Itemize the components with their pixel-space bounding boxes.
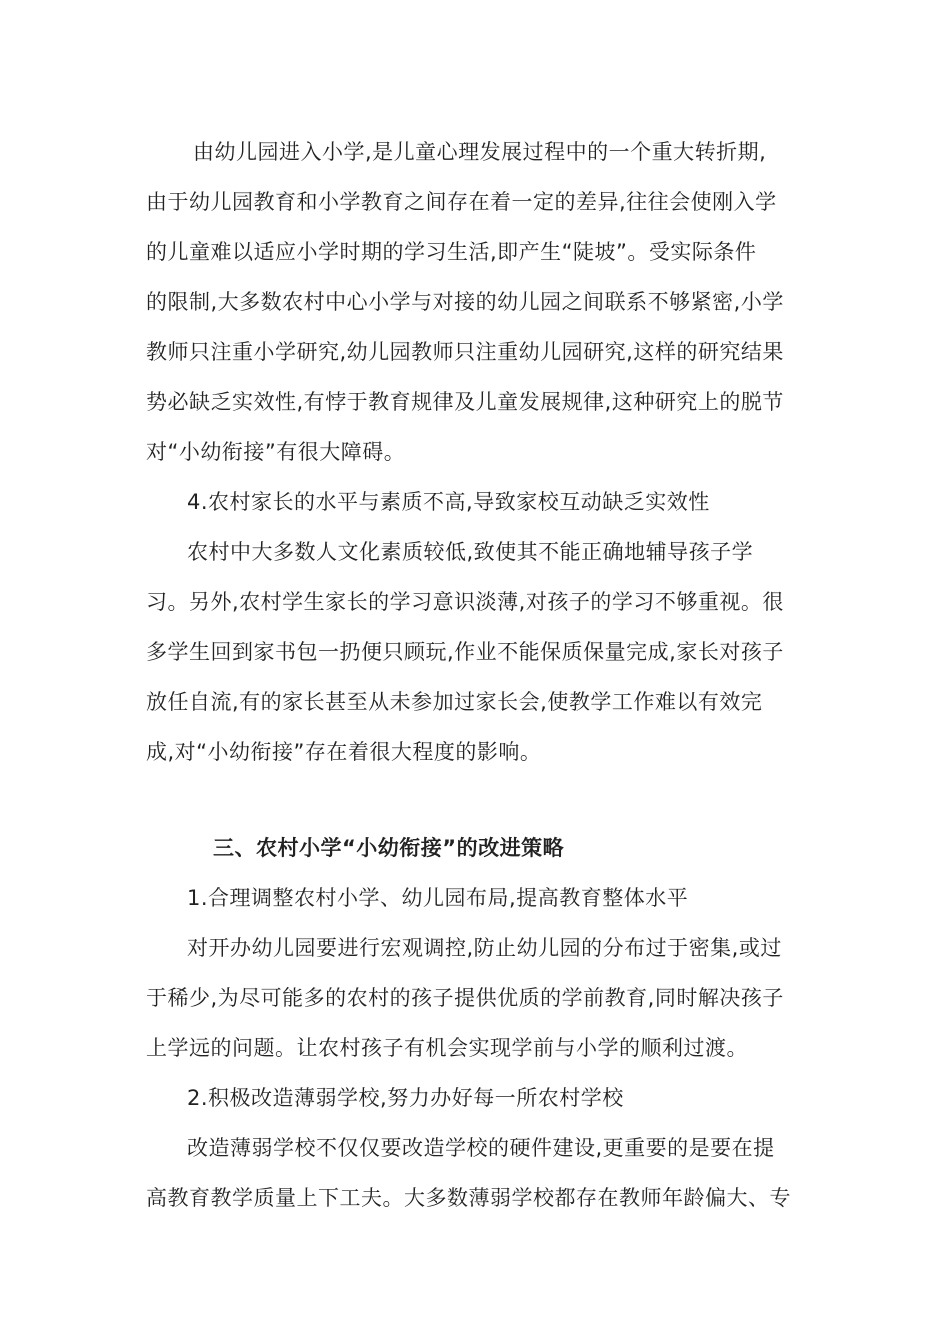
paragraph-line: 改造薄弱学校不仅仅要改造学校的硬件建设,更重要的是要在提 [187,1136,775,1160]
paragraph-line: 多学生回到家书包一扔便只顾玩,作业不能保质保量完成,家长对孩子 [146,640,784,664]
paragraph-line: 习。另外,农村学生家长的学习意识淡薄,对孩子的学习不够重视。很 [146,590,784,614]
paragraph-line: 农村中大多数人文化素质较低,致使其不能正确地辅导孩子学 [187,540,754,564]
subheading-1: 1.合理调整农村小学、幼儿园布局,提高教育整体水平 [187,886,689,910]
paragraph-line: 对开办幼儿园要进行宏观调控,防止幼儿园的分布过于密集,或过 [187,936,782,960]
paragraph-line: 由于幼儿园教育和小学教育之间存在着一定的差异,往往会使刚入学 [146,190,777,214]
section-heading: 三、农村小学“小幼衔接”的改进策略 [213,836,565,860]
paragraph-line: 教师只注重小学研究,幼儿园教师只注重幼儿园研究,这样的研究结果 [146,340,784,364]
paragraph-line: 于稀少,为尽可能多的农村的孩子提供优质的学前教育,同时解决孩子 [146,986,784,1010]
paragraph-line: 的儿童难以适应小学时期的学习生活,即产生“陡坡”。受实际条件 [146,240,757,264]
subheading-2: 2.积极改造薄弱学校,努力办好每一所农村学校 [187,1086,624,1110]
subheading-4: 4.农村家长的水平与素质不高,导致家校互动缺乏实效性 [187,490,710,514]
paragraph-line: 上学远的问题。让农村孩子有机会实现学前与小学的顺利过渡。 [146,1036,748,1060]
paragraph-line: 高教育教学质量上下工夫。大多数薄弱学校都存在教师年龄偏大、专 [146,1186,791,1210]
paragraph-line: 的限制,大多数农村中心小学与对接的幼儿园之间联系不够紧密,小学 [146,290,784,314]
paragraph-line: 成,对“小幼衔接”存在着很大程度的影响。 [146,740,542,764]
paragraph-line: 由幼儿园进入小学,是儿童心理发展过程中的一个重大转折期, [193,140,767,164]
paragraph-line: 对“小幼衔接”有很大障碍。 [146,440,406,464]
paragraph-line: 势必缺乏实效性,有悖于教育规律及儿童发展规律,这种研究上的脱节 [146,390,784,414]
paragraph-line: 放任自流,有的家长甚至从未参加过家长会,使教学工作难以有效完 [146,690,763,714]
